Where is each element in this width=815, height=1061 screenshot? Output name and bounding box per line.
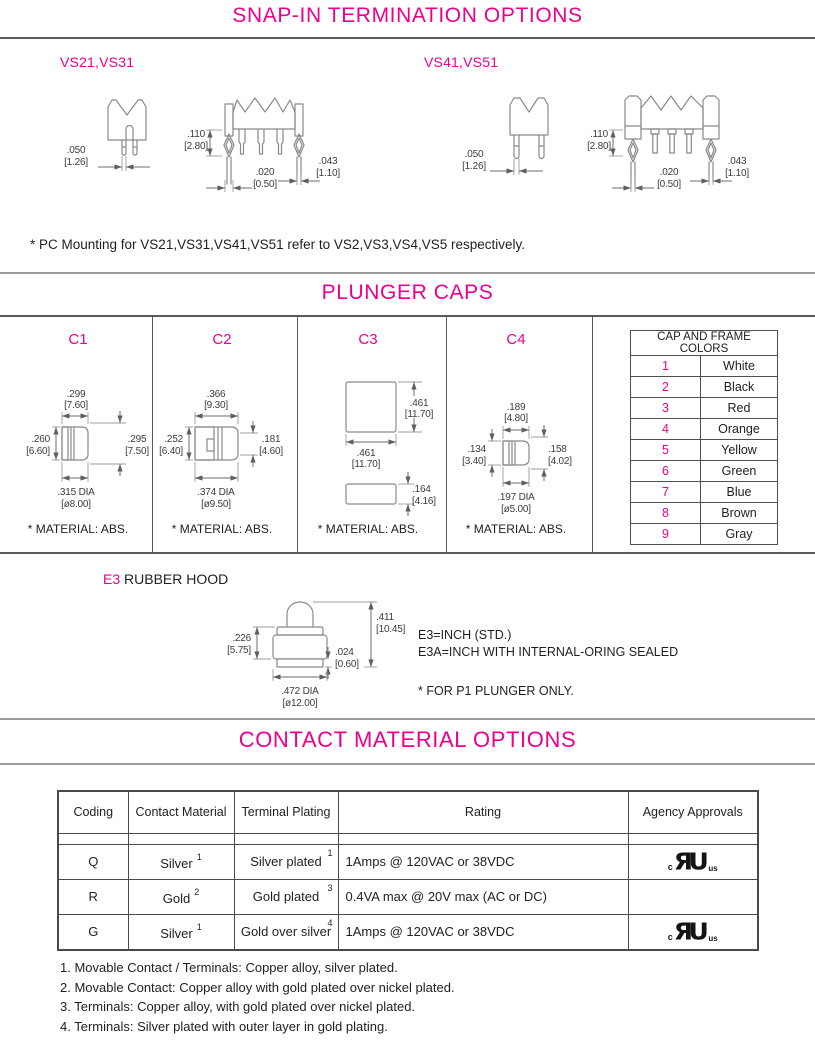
dim-width: .461	[356, 448, 376, 459]
cap-c4-material: * MATERIAL: ABS.	[465, 522, 567, 536]
ul-recognized-icon: c ЯU us	[667, 918, 718, 946]
cap-c2-drawing	[152, 385, 297, 515]
pc-mounting-note: * PC Mounting for VS21,VS31,VS41,VS51 refer to VS2,VS3,VS4,VS5 respectively.	[30, 237, 526, 252]
dim-right-mm: [7.50]	[125, 446, 149, 457]
dim-hood-height: .226	[232, 633, 251, 644]
col-agency-approvals: Agency Approvals	[628, 791, 758, 833]
dim-terminal-width: .020	[659, 167, 679, 178]
contact-material-value: Gold $^2$	[128, 879, 234, 914]
dim-snap-width: .043	[727, 156, 747, 167]
dim-side: .461	[409, 398, 429, 409]
dim-thick-mm: [4.16]	[412, 496, 436, 507]
dim-right: .295	[127, 434, 147, 445]
cap-frame-colors-table	[630, 330, 778, 545]
dim-left-mm: [6.40]	[159, 446, 183, 457]
contact-material-value: Silver $^1$	[128, 914, 234, 950]
col-coding: Coding	[58, 791, 128, 833]
dim-snap-height: .110	[590, 129, 608, 140]
cap-c1-label: C1	[68, 331, 88, 348]
footnote-1: 1. Movable Contact / Terminals: Copper alloy, silver plated.	[60, 960, 398, 975]
vs21-front-drawing	[28, 90, 178, 185]
cap-c2-label: C2	[212, 331, 232, 348]
vs21-vs31-label: VS21,VS31	[60, 54, 135, 70]
e3-footnote: * FOR P1 PLUNGER ONLY.	[418, 684, 574, 698]
dim-hood-height-mm: [5.75]	[227, 645, 251, 656]
dim-snap-width-mm: [1.10]	[725, 168, 749, 179]
dim-terminal-width-mm: [0.50]	[253, 179, 277, 190]
table-row: 6 Green	[631, 461, 778, 482]
agency-approval-cell	[628, 914, 758, 950]
table-row	[58, 914, 758, 950]
dim-top-mm: [7.60]	[64, 400, 88, 411]
e3-note-1: E3=INCH (STD.)	[418, 628, 512, 642]
dim-terminal-width: .020	[255, 167, 275, 178]
cap-c2-material: * MATERIAL: ABS.	[171, 522, 273, 536]
contact-material-title: CONTACT MATERIAL OPTIONS	[238, 727, 577, 752]
table-header-row	[58, 791, 758, 833]
dim-width-mm: [11.70]	[351, 459, 381, 470]
vs41-front-drawing	[430, 90, 580, 185]
dim-top-mm: [4.80]	[504, 413, 528, 424]
dim-thick: .164	[412, 484, 431, 495]
terminal-plating-value: Silver plated 1	[234, 844, 338, 879]
dim-left: .134	[467, 444, 486, 455]
table-row: 1 White	[631, 356, 778, 377]
divider	[0, 315, 815, 317]
rating-value: 1Amps @ 120VAC or 38VDC	[338, 914, 628, 950]
table-row: 8 Brown	[631, 503, 778, 524]
agency-approval-cell	[628, 844, 758, 879]
dim-terminal-width-mm: [0.50]	[657, 179, 681, 190]
dim-flange: .024	[335, 647, 354, 658]
dim-snap-height-mm: [2.80]	[587, 141, 611, 152]
vs21-side-drawing	[180, 84, 355, 196]
cap-c1-drawing	[8, 385, 153, 515]
dim-dia-mm: [ø9.50]	[201, 499, 231, 510]
vs41-vs51-label: VS41,VS51	[424, 54, 499, 70]
coding-value: R	[58, 879, 128, 914]
divider	[0, 37, 815, 39]
divider	[0, 552, 815, 554]
dim-top: .299	[66, 389, 86, 400]
rubber-hood-code: E3	[103, 571, 121, 587]
terminal-plating-value: Gold over silver 4	[234, 914, 338, 950]
contact-material-value: Silver $^1$	[128, 844, 234, 879]
footnotes	[60, 958, 455, 1036]
table-row: 4 Orange	[631, 419, 778, 440]
column-divider	[446, 317, 447, 552]
table-row: 5 Yellow	[631, 440, 778, 461]
divider	[0, 718, 815, 720]
cap-c3-label: C3	[358, 331, 378, 348]
divider	[0, 272, 815, 274]
dim-left-mm: [3.40]	[462, 456, 486, 467]
column-divider	[297, 317, 298, 552]
snap-in-title: SNAP-IN TERMINATION OPTIONS	[232, 4, 583, 27]
table-row: 2 Black	[631, 377, 778, 398]
dim-pin-width-mm: [1.26]	[462, 161, 486, 172]
cap-c4-label: C4	[506, 331, 526, 348]
dim-right: .158	[548, 444, 567, 455]
dim-snap-height-mm: [2.80]	[184, 141, 208, 152]
plunger-caps-title: PLUNGER CAPS	[321, 281, 494, 304]
dim-top: .366	[206, 389, 226, 400]
col-rating: Rating	[338, 791, 628, 833]
dim-left-mm: [6.60]	[26, 446, 50, 457]
dim-right-mm: [4.60]	[259, 446, 283, 457]
table-row	[58, 844, 758, 879]
coding-value: G	[58, 914, 128, 950]
dim-pin-width: .050	[464, 149, 484, 160]
table-row: 3 Red	[631, 398, 778, 419]
table-row: 9 Gray	[631, 524, 778, 545]
dim-dia: .472 DIA	[281, 686, 319, 697]
cap-c4-drawing	[448, 368, 593, 518]
dim-dia: .374 DIA	[197, 487, 235, 498]
agency-approval-cell	[628, 879, 758, 914]
cap-c1-material: * MATERIAL: ABS.	[27, 522, 129, 536]
col-contact-material: Contact Material	[128, 791, 234, 833]
dim-snap-height: .110	[187, 129, 205, 140]
dim-dia: .315 DIA	[57, 487, 95, 498]
dim-dia-mm: [ø12.00]	[282, 698, 318, 709]
rubber-hood-drawing	[195, 595, 445, 710]
dim-right: .181	[261, 434, 281, 445]
cap-c3-material: * MATERIAL: ABS.	[317, 522, 419, 536]
divider	[0, 763, 815, 765]
rubber-hood-label	[103, 571, 228, 587]
contact-material-table	[57, 790, 759, 951]
e3-note-2: E3A=INCH WITH INTERNAL-ORING SEALED	[418, 645, 679, 659]
rating-value: 1Amps @ 120VAC or 38VDC	[338, 844, 628, 879]
dim-total-height-mm: [10.45]	[376, 624, 406, 635]
dim-dia-mm: [ø8.00]	[61, 499, 91, 510]
spacer-row	[58, 833, 758, 844]
dim-left: .260	[31, 434, 50, 445]
table-row	[58, 879, 758, 914]
dim-top: .189	[506, 402, 526, 413]
ul-recognized-icon: c ЯU us	[667, 848, 718, 875]
footnote-3: 3. Terminals: Copper alloy, with gold plated over nickel plated.	[60, 999, 416, 1014]
dim-left: .252	[164, 434, 183, 445]
dim-pin-width: .050	[66, 145, 86, 156]
coding-value: Q	[58, 844, 128, 879]
table-row: 7 Blue	[631, 482, 778, 503]
footnote-2: 2. Movable Contact: Copper alloy with gold plated over nickel plated.	[60, 979, 455, 995]
dim-total-height: .411	[376, 612, 394, 623]
rubber-hood-name: RUBBER HOOD	[124, 571, 229, 587]
cap-c3-drawing	[300, 372, 445, 522]
dim-snap-width-mm: [1.10]	[316, 168, 340, 179]
dim-dia: .197 DIA	[497, 492, 535, 503]
vs41-side-drawing	[585, 84, 760, 196]
col-terminal-plating: Terminal Plating	[234, 791, 338, 833]
dim-snap-width: .043	[318, 156, 338, 167]
dim-side-mm: [11.70]	[404, 409, 434, 420]
footnote-4: 4. Terminals: Silver plated with outer layer in gold plating.	[60, 1018, 388, 1034]
dim-flange-mm: [0.60]	[335, 659, 359, 670]
color-table-title: CAP AND FRAME COLORS	[631, 331, 778, 356]
terminal-plating-value: Gold plated 3	[234, 879, 338, 914]
dim-dia-mm: [ø5.00]	[501, 504, 531, 515]
dim-pin-width-mm: [1.26]	[64, 157, 88, 168]
rating-value: 0.4VA max @ 20V max (AC or DC)	[338, 879, 628, 914]
dim-right-mm: [4.02]	[548, 456, 572, 467]
dim-top-mm: [9.30]	[204, 400, 228, 411]
